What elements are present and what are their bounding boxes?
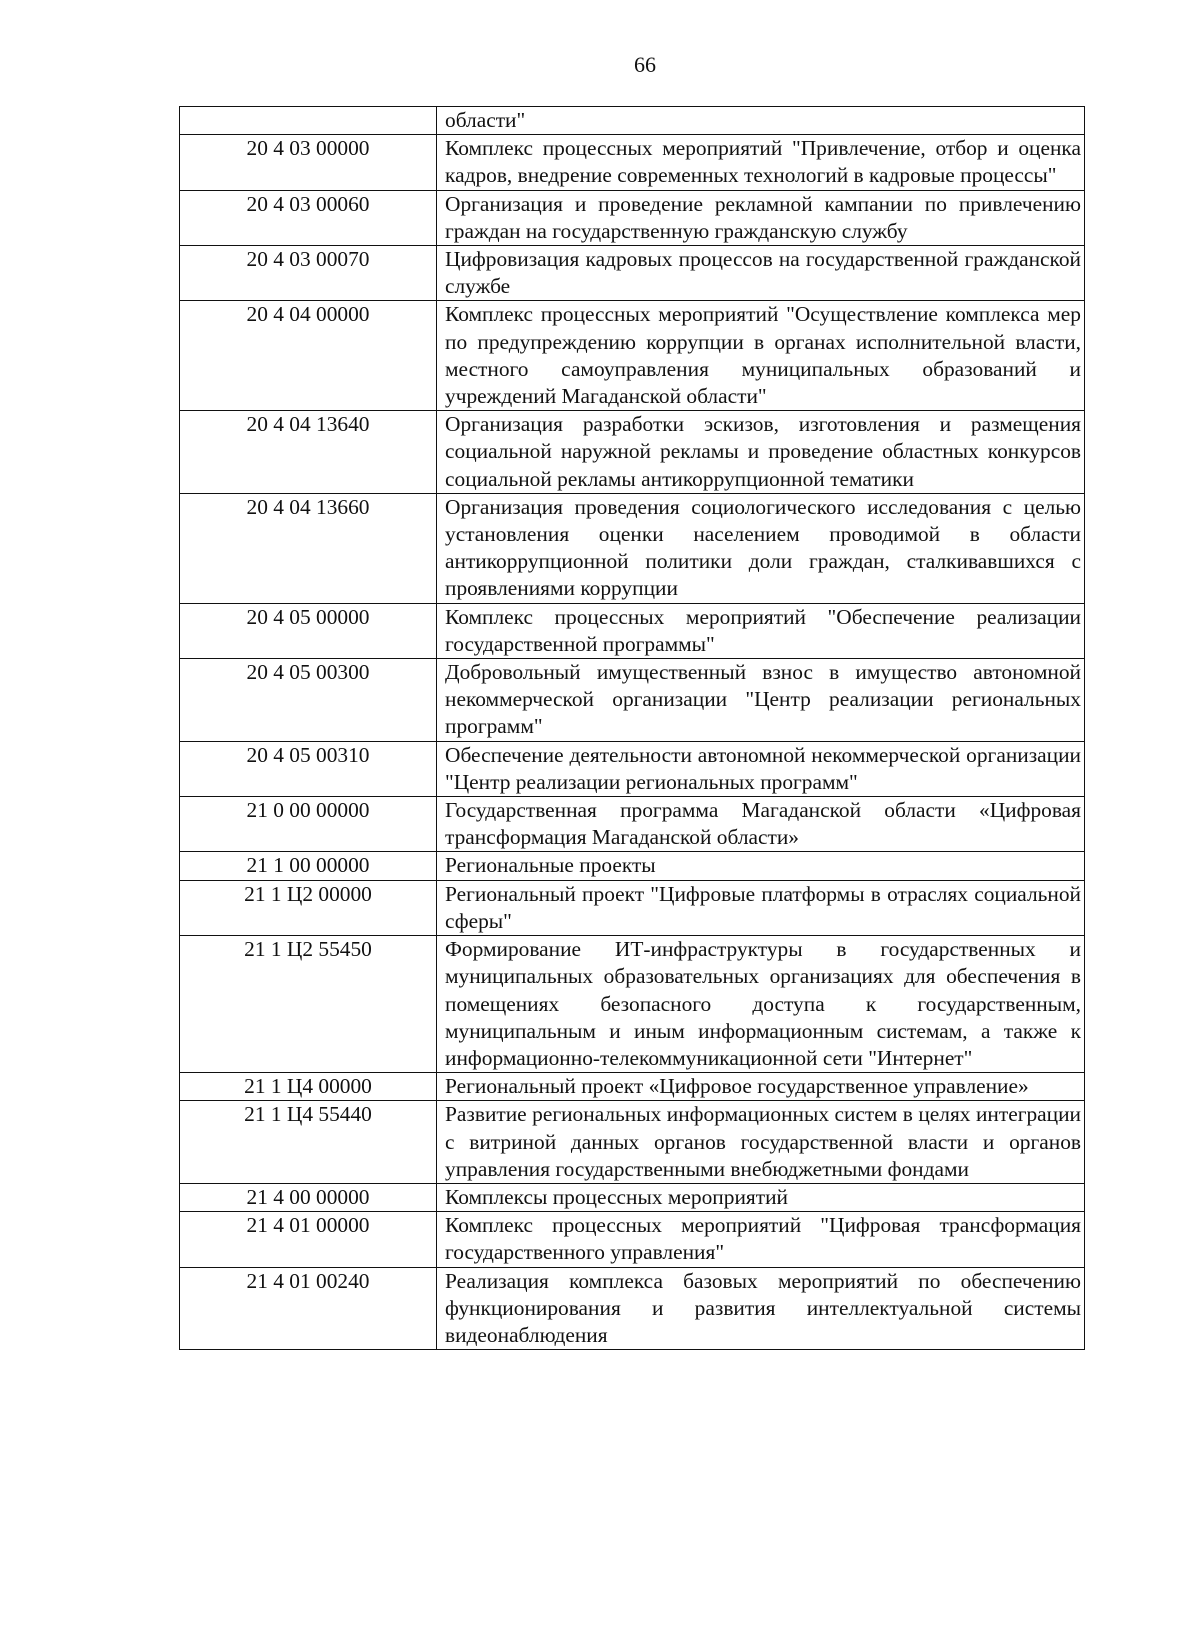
table-row — [180, 190, 1085, 245]
budget-classification-table — [179, 106, 1084, 1350]
item-description: Организация разработки эскизов, изготовления и размещения социальной наружной рекламы и проведение областных конкурсов социальной рекламы антикоррупционной тематики — [437, 411, 1085, 494]
classification-code: 20 4 03 00000 — [180, 135, 437, 190]
item-description: Обеспечение деятельности автономной некоммерческой организации "Центр реализации региональных программ" — [437, 741, 1085, 796]
classification-code: 21 4 01 00000 — [180, 1212, 437, 1267]
classification-code: 20 4 05 00000 — [180, 603, 437, 658]
classification-code: 21 1 Ц4 55440 — [180, 1101, 437, 1184]
item-description: Цифровизация кадровых процессов на государственной гражданской службе — [437, 246, 1085, 301]
item-description: Формирование ИТ-инфраструктуры в государственных и муниципальных образовательных организациях для обеспечения в помещениях безопасного доступа к государственным, муниципальным и иным информационным системам, а также к информационно-телекоммуникационной сети "Интернет" — [437, 936, 1085, 1073]
item-description: Комплексы процессных мероприятий — [437, 1183, 1085, 1211]
table-row — [180, 493, 1085, 603]
item-description: Организация проведения социологического исследования с целью установления оценки населением проводимой в области антикоррупционной политики доли граждан, сталкивавшихся с проявлениями коррупции — [437, 493, 1085, 603]
table-row — [180, 741, 1085, 796]
classification-code: 20 4 03 00070 — [180, 246, 437, 301]
table-row — [180, 107, 1085, 135]
item-description: Комплекс процессных мероприятий "Цифровая трансформация государственного управления" — [437, 1212, 1085, 1267]
table-row — [180, 880, 1085, 935]
page-number: 66 — [634, 52, 656, 77]
table-row — [180, 852, 1085, 880]
item-description: Реализация комплекса базовых мероприятий по обеспечению функционирования и развития интеллектуальной системы видеонаблюдения — [437, 1267, 1085, 1350]
classification-code: 21 4 01 00240 — [180, 1267, 437, 1350]
table-row — [180, 936, 1085, 1073]
item-description: Комплекс процессных мероприятий "Привлечение, отбор и оценка кадров, внедрение современных технологий в кадровые процессы" — [437, 135, 1085, 190]
table-body — [180, 107, 1085, 1350]
table-row — [180, 135, 1085, 190]
table-row — [180, 659, 1085, 742]
classification-code: 20 4 04 13640 — [180, 411, 437, 494]
table-row — [180, 1101, 1085, 1184]
classification-code: 21 1 Ц4 00000 — [180, 1073, 437, 1101]
table-row — [180, 1073, 1085, 1101]
classification-code — [180, 107, 437, 135]
item-description: Добровольный имущественный взнос в имущество автономной некоммерческой организации "Центр реализации региональных программ" — [437, 659, 1085, 742]
table-row — [180, 1212, 1085, 1267]
table-row — [180, 603, 1085, 658]
classification-code: 20 4 04 13660 — [180, 493, 437, 603]
classification-code: 20 4 04 00000 — [180, 301, 437, 411]
table-row — [180, 1183, 1085, 1211]
table-row — [180, 1267, 1085, 1350]
table-row — [180, 411, 1085, 494]
item-description: Организация и проведение рекламной кампании по привлечению граждан на государственную гражданскую службу — [437, 190, 1085, 245]
item-description: области" — [437, 107, 1085, 135]
classification-code: 21 1 00 00000 — [180, 852, 437, 880]
item-description: Развитие региональных информационных систем в целях интеграции с витриной данных органов государственной власти и органов управления государственными внебюджетными фондами — [437, 1101, 1085, 1184]
classification-code: 21 1 Ц2 00000 — [180, 880, 437, 935]
item-description: Государственная программа Магаданской области «Цифровая трансформация Магаданской области» — [437, 797, 1085, 852]
classification-code: 20 4 03 00060 — [180, 190, 437, 245]
item-description: Региональный проект "Цифровые платформы в отраслях социальной сферы" — [437, 880, 1085, 935]
table-row — [180, 301, 1085, 411]
item-description: Региональный проект «Цифровое государственное управление» — [437, 1073, 1085, 1101]
classification-code: 20 4 05 00310 — [180, 741, 437, 796]
item-description: Региональные проекты — [437, 852, 1085, 880]
table-row — [180, 797, 1085, 852]
item-description: Комплекс процессных мероприятий "Осуществление комплекса мер по предупреждению коррупции в органах исполнительной власти, местного самоуправления муниципальных образований и учреждений Магаданской области" — [437, 301, 1085, 411]
classification-code: 20 4 05 00300 — [180, 659, 437, 742]
classification-code: 21 0 00 00000 — [180, 797, 437, 852]
classification-code: 21 4 00 00000 — [180, 1183, 437, 1211]
item-description: Комплекс процессных мероприятий "Обеспечение реализации государственной программы" — [437, 603, 1085, 658]
classification-code: 21 1 Ц2 55450 — [180, 936, 437, 1073]
table-row — [180, 246, 1085, 301]
